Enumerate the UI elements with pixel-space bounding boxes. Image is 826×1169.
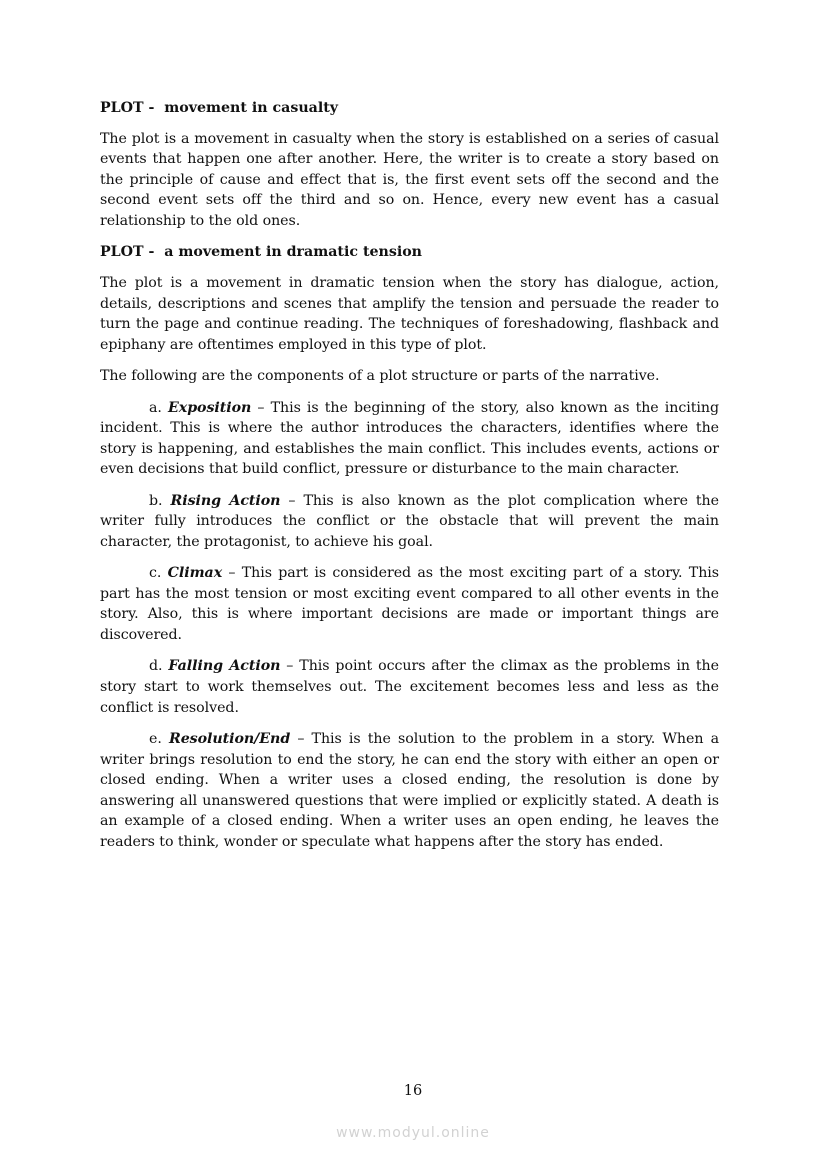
- component-text: – This point occurs after the climax as the problems in the story start to work themselves out. The excitement becomes less and less as the conflict is resolved.: [100, 658, 719, 716]
- component-text: – This is also known as the plot complication where the writer fully introduces the conflict or the obstacle that will prevent the main character, the protagonist, to achieve his goal.: [100, 492, 719, 550]
- component-falling-action: [100, 656, 719, 718]
- component-exposition: [100, 398, 719, 480]
- component-rising-action: [100, 491, 719, 553]
- component-term: Falling Action: [168, 658, 281, 675]
- component-climax: [100, 563, 719, 645]
- component-letter: d.: [149, 658, 163, 675]
- component-text: – This is the beginning of the story, also known as the inciting incident. This is where the author introduces the characters, identifies where the story is happening, and establishes the main conflict. This includes events, actions or even decisions that build conflict, pressure or disturbance to the main character.: [100, 399, 719, 478]
- page-number: 16: [403, 1083, 423, 1099]
- section-body-casualty: The plot is a movement in casualty when the story is established on a series of casual events that happen one after another. Here, the writer is to create a story based on the principle of cause and effect that is, the first event sets off the second and the second event sets off the third and so on. Hence, every new event has a casual relationship to the old ones.: [100, 130, 719, 229]
- page-content: [100, 98, 719, 863]
- component-resolution: [100, 729, 719, 853]
- component-letter: e.: [149, 731, 162, 748]
- watermark: www.modyul.online: [336, 1125, 490, 1141]
- components-intro: The following are the components of a plot structure or parts of the narrative.: [100, 368, 660, 385]
- section-heading-casualty: PLOT - movement in casualty: [100, 100, 339, 116]
- section-heading-dramatic-tension: PLOT - a movement in dramatic tension: [100, 244, 422, 261]
- component-letter: a.: [149, 399, 162, 416]
- component-text: – This is the solution to the problem in a story. When a writer brings resolution to end the story, he can end the story with either an open or closed ending. When a writer uses a closed ending, the resolution is done by answering all unanswered questions that were implied or explicitly stated. A death is an example of a closed ending. When a writer uses an open ending, he leaves the readers to think, wonder or speculate what happens after the story has ended.: [100, 731, 719, 850]
- component-term: Rising Action: [170, 492, 281, 509]
- component-term: Resolution/End: [168, 731, 291, 748]
- component-letter: b.: [149, 492, 163, 509]
- component-text: – This part is considered as the most exciting part of a story. This part has the most tension or most exciting event compared to all other events in the story. Also, this is where important decisions are made or important things are discovered.: [100, 565, 720, 644]
- component-term: Exposition: [168, 399, 252, 416]
- component-term: Climax: [167, 565, 223, 582]
- section-body-dramatic-tension: The plot is a movement in dramatic tension when the story has dialogue, action, details, descriptions and scenes that amplify the tension and persuade the reader to turn the page and continue reading. The techniques of foreshadowing, flashback and epiphany are oftentimes employed in this type of plot.: [100, 274, 719, 353]
- component-letter: c.: [149, 565, 162, 582]
